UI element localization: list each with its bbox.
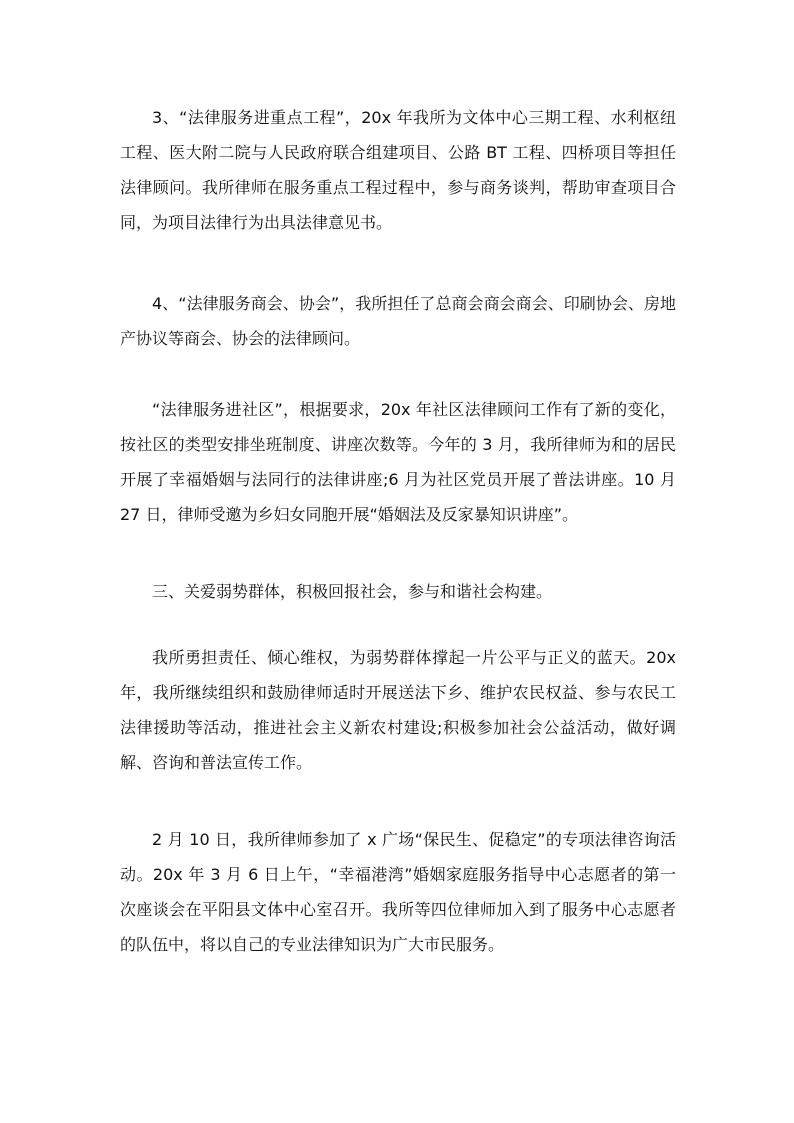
section-heading-vulnerable-groups: 三、关爱弱势群体，积极回报社会，参与和谐社会构建。: [152, 582, 553, 601]
paragraph-community-service: “法律服务进社区”，根据要求，20x 年社区法律顾问工作有了新的变化，按社区的类型安排坐班制度、讲座次数等。今年的 3 月，我所律师为和的居民开展了幸福婚姻与法同行的法律讲座;6 月为社区党员开展了普法讲座。10 月 27 日，律师受邀为乡妇女同胞开展“婚姻法及反家暴知识讲座”。: [120, 400, 676, 524]
paragraph-key-projects: 3、“法律服务进重点工程”，20x 年我所为文体中心三期工程、水利枢纽工程、医大附二院与人民政府联合组建项目、公路 BT 工程、四桥项目等担任法律顾问。我所律师在服务重点工程过程中，参与商务谈判，帮助审查项目合同，为项目法律行为出具法律意见书。: [120, 108, 676, 232]
paragraph-legal-consultation: 2 月 10 日，我所律师参加了 x 广场“保民生、促稳定”的专项法律咨询活动。20x 年 3 月 6 日上午，“幸福港湾”婚姻家庭服务指导中心志愿者的第一次座谈会在平阳县文体中心室召开。我所等四位律师加入到了服务中心志愿者的队伍中，将以自己的专业法律知识为广大市民服务。: [120, 830, 676, 954]
paragraph-chambers-associations: 4、“法律服务商会、协会”，我所担任了总商会商会商会、印刷协会、房地产协议等商会、协会的法律顾问。: [120, 294, 676, 348]
paragraph-public-welfare: 我所勇担责任、倾心维权，为弱势群体撑起一片公平与正义的蓝天。20x 年，我所继续组织和鼓励律师适时开展送法下乡、维护农民权益、参与农民工法律援助等活动，推进社会主义新农村建设;积极参加社会公益活动，做好调解、咨询和普法宣传工作。: [120, 648, 676, 772]
